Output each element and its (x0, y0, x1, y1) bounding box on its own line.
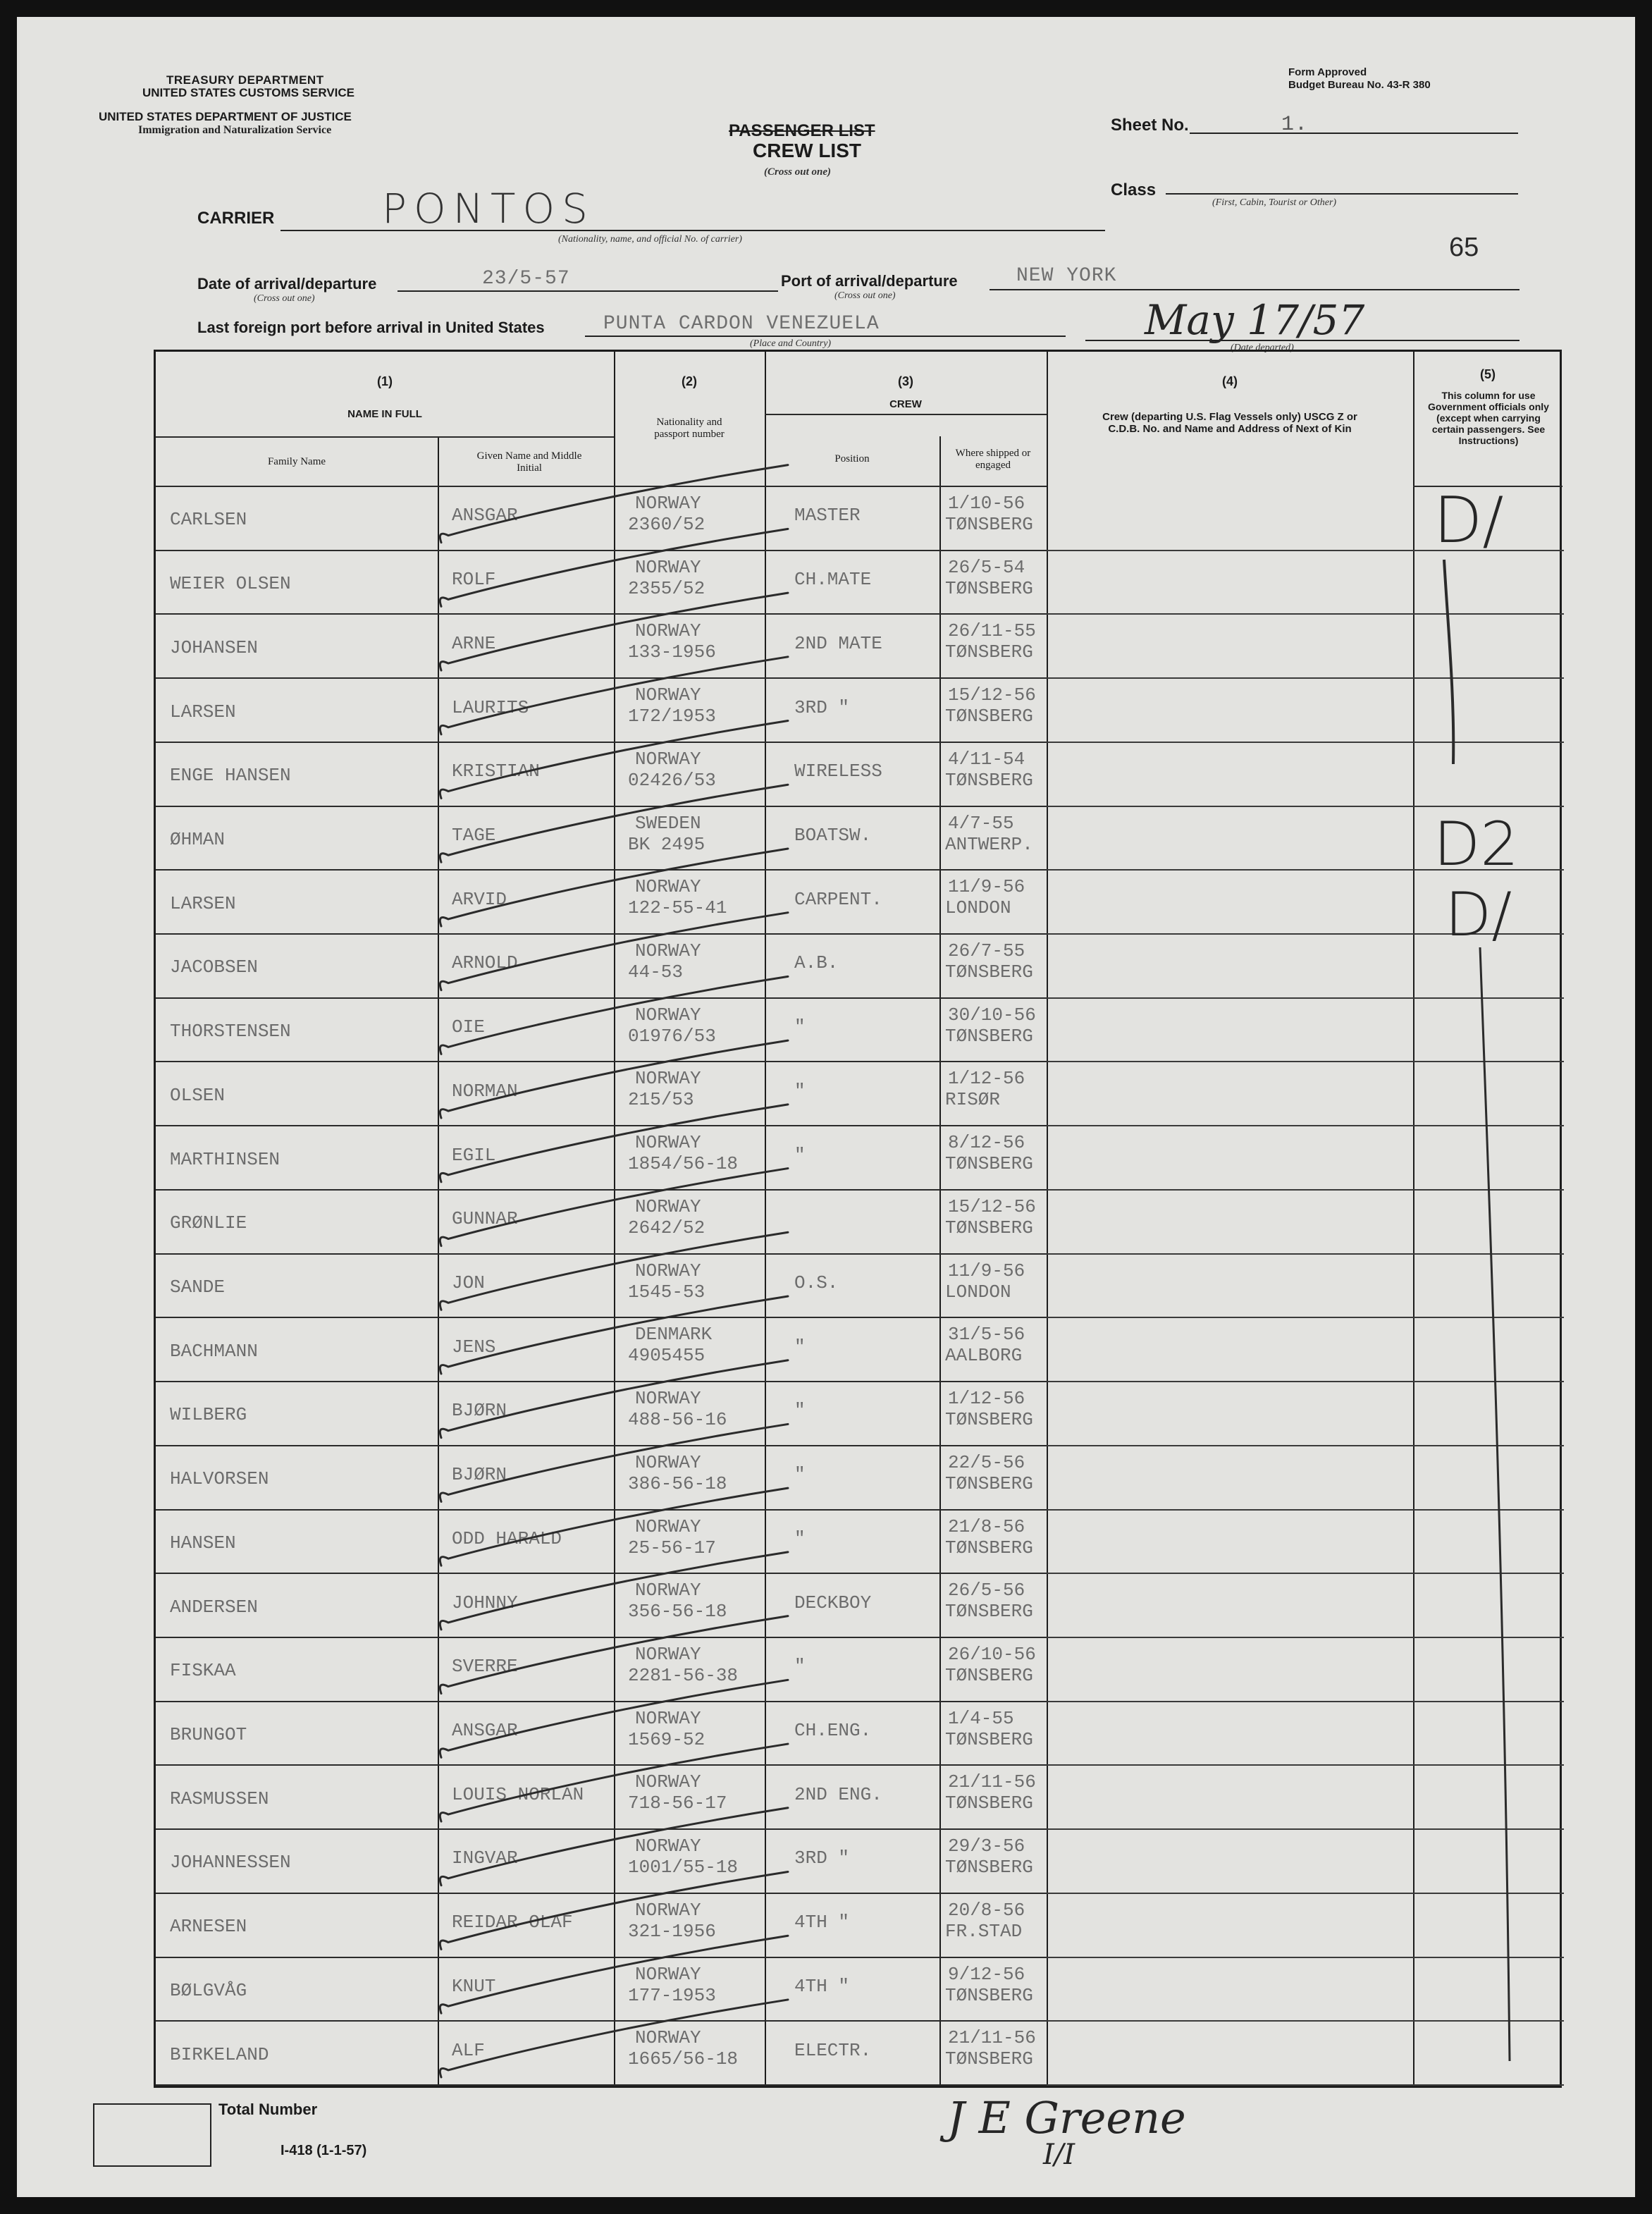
checkmark-stroke (440, 913, 788, 990)
passport-cell: 488-56-16 (628, 1409, 727, 1431)
checkmark-stroke (440, 593, 788, 670)
checkmark-stroke (440, 1616, 788, 1694)
port-value: NEW YORK (1016, 265, 1117, 287)
family-name-cell: ANDERSEN (170, 1596, 258, 1618)
place-hint: (Place and Country) (750, 338, 832, 349)
sheet-value: 1. (1281, 113, 1309, 137)
sheet-label: Sheet No. (1111, 116, 1189, 135)
checkmark-stroke (440, 721, 788, 799)
col1-number: (1) (377, 374, 393, 388)
given-name-cell: JON (452, 1272, 485, 1293)
position-cell: MASTER (794, 505, 861, 527)
passport-cell: 2642/52 (628, 1217, 705, 1238)
shipped-date-cell: 9/12-56 (948, 1963, 1025, 1985)
shipped-place-cell: TØNSBERG (945, 1728, 1033, 1750)
family-name-cell: WEIER OLSEN (170, 573, 291, 595)
family-name-cell: JOHANNESSEN (170, 1852, 291, 1874)
checkmark-stroke (440, 1552, 788, 1630)
nationality-cell: NORWAY (635, 940, 701, 962)
passport-cell: 321-1956 (628, 1920, 716, 1942)
given-name-cell: ARVID (452, 888, 507, 910)
date-departed-hint: (Date departed) (1231, 343, 1294, 353)
nationality-cell: SWEDEN (635, 812, 701, 834)
given-name-cell: OIE (452, 1016, 485, 1038)
position-cell: CARPENT. (794, 888, 882, 910)
family-name-cell: LARSEN (170, 892, 236, 914)
given-name-cell: KNUT (452, 1975, 496, 1997)
passport-cell: 1545-53 (628, 1281, 705, 1303)
checkmark-stroke (440, 1169, 788, 1246)
passport-cell: 356-56-18 (628, 1601, 727, 1623)
passport-cell: BK 2495 (628, 833, 705, 855)
shipped-place-cell: TØNSBERG (945, 1984, 1033, 2006)
shipped-place-cell: ANTWERP. (945, 833, 1033, 855)
family-name-cell: RASMUSSEN (170, 1788, 269, 1809)
given-name-cell: ARNE (452, 632, 496, 654)
nationality-cell: NORWAY (635, 1451, 701, 1473)
nationality-cell: NORWAY (635, 556, 701, 578)
shipped-date-cell: 26/11-55 (948, 620, 1036, 642)
date-label: Date of arrival/departure (197, 275, 377, 293)
shipped-date-cell: 21/11-56 (948, 1771, 1036, 1793)
col3-number: (3) (898, 374, 913, 388)
checkmark-stroke (440, 2000, 788, 2077)
passport-cell: 4905455 (628, 1345, 705, 1367)
total-number-label: Total Number (218, 2101, 318, 2118)
given-name-cell: JENS (452, 1336, 496, 1358)
checkmark-stroke (440, 1871, 788, 1949)
col2-title: Nationality and passport number (654, 417, 725, 440)
nationality-cell: NORWAY (635, 684, 701, 706)
shipped-place-cell: TØNSBERG (945, 1217, 1033, 1238)
family-name-cell: WILBERG (170, 1404, 247, 1426)
shipped-date-cell: 21/11-56 (948, 2027, 1036, 2049)
nationality-cell: NORWAY (635, 493, 701, 514)
nationality-cell: NORWAY (635, 1899, 701, 1921)
given-name-cell: SVERRE (452, 1656, 518, 1678)
family-name-cell: GRØNLIE (170, 1212, 247, 1234)
checkmark-stroke (440, 1744, 788, 1821)
family-name-cell: ARNESEN (170, 1916, 247, 1938)
page-number: 65 (1449, 233, 1479, 262)
signature-initials: I/I (1043, 2139, 1075, 2171)
shipped-date-cell: 4/11-54 (948, 748, 1025, 770)
nationality-cell: NORWAY (635, 1132, 701, 1154)
position-cell: " (794, 1144, 806, 1166)
document-page (17, 17, 1635, 2197)
family-name-cell: BRUNGOT (170, 1724, 247, 1746)
shipped-date-cell: 1/12-56 (948, 1068, 1025, 1090)
shipped-place-cell: LONDON (945, 1281, 1011, 1303)
position-header: Position (834, 453, 870, 465)
nationality-cell: NORWAY (635, 1195, 701, 1217)
family-name-cell: HANSEN (170, 1532, 236, 1554)
shipped-place-cell: TØNSBERG (945, 577, 1033, 599)
family-name-cell: SANDE (170, 1276, 226, 1298)
given-name-cell: INGVAR (452, 1847, 518, 1869)
passport-cell: 2360/52 (628, 514, 705, 535)
annotation-d2: D2 (1434, 809, 1519, 880)
given-name-cell: BJØRN (452, 1464, 507, 1486)
position-cell: 3RD " (794, 696, 850, 718)
budget-bureau: Budget Bureau No. 43-R 380 (1288, 79, 1431, 91)
shipped-place-cell: TØNSBERG (945, 1537, 1033, 1558)
passport-cell: 1569-52 (628, 1728, 705, 1750)
family-name-cell: CARLSEN (170, 509, 247, 531)
shipped-date-cell: 11/9-56 (948, 1260, 1025, 1281)
passport-cell: 122-55-41 (628, 897, 727, 919)
family-name-cell: JOHANSEN (170, 636, 258, 658)
given-name-cell: GUNNAR (452, 1208, 518, 1230)
passport-cell: 2355/52 (628, 577, 705, 599)
shipped-place-cell: TØNSBERG (945, 1472, 1033, 1494)
shipped-date-cell: 15/12-56 (948, 684, 1036, 706)
checkmark-stroke (440, 1488, 788, 1566)
shipped-date-cell: 30/10-56 (948, 1004, 1036, 1026)
shipped-place-cell: TØNSBERG (945, 641, 1033, 663)
customs-service: UNITED STATES CUSTOMS SERVICE (142, 86, 355, 99)
checkmark-stroke (440, 1232, 788, 1310)
family-name-cell: ØHMAN (170, 828, 226, 850)
given-name-cell: ROLF (452, 569, 496, 591)
family-name-cell: HALVORSEN (170, 1468, 269, 1490)
shipped-place-cell: TØNSBERG (945, 1409, 1033, 1431)
col5-title: This column for use Government officials only (except when carrying certain passengers. See Instructions) (1428, 390, 1549, 446)
col3-title: CREW (889, 398, 922, 410)
position-cell: " (794, 1464, 806, 1486)
shipped-place-cell: TØNSBERG (945, 2048, 1033, 2070)
last-port-label: Last foreign port before arrival in United States (197, 319, 545, 336)
shipped-date-cell: 8/12-56 (948, 1132, 1025, 1154)
annotation-d1-bottom: D/ (1445, 880, 1512, 950)
checkmark-stroke (440, 1808, 788, 1886)
nationality-cell: NORWAY (635, 1643, 701, 1665)
passport-cell: 1854/56-18 (628, 1153, 739, 1175)
family-name-cell: FISKAA (170, 1660, 236, 1682)
passport-cell: 172/1953 (628, 706, 716, 727)
checkmark-stroke (440, 976, 788, 1054)
col4-number: (4) (1222, 374, 1238, 388)
position-cell: 2ND MATE (794, 632, 882, 654)
family-name-cell: BØLGVÅG (170, 1979, 247, 2001)
checkmark-stroke (440, 657, 788, 734)
given-name-cell: NORMAN (452, 1080, 518, 1102)
position-cell: 4TH " (794, 1975, 850, 1997)
passport-cell: 133-1956 (628, 641, 716, 663)
nationality-cell: NORWAY (635, 1004, 701, 1026)
passport-cell: 1001/55-18 (628, 1857, 739, 1878)
nationality-cell: NORWAY (635, 876, 701, 898)
position-cell: A.B. (794, 952, 839, 974)
given-name-cell: LOUIS NORLAN (452, 1783, 584, 1805)
form-approved: Form Approved (1288, 66, 1367, 78)
position-cell: " (794, 1527, 806, 1549)
family-name-cell: ENGE HANSEN (170, 765, 291, 787)
nationality-cell: NORWAY (635, 1515, 701, 1537)
shipped-date-cell: 4/7-55 (948, 812, 1014, 834)
shipped-date-cell: 15/12-56 (948, 1195, 1036, 1217)
nationality-cell: NORWAY (635, 1068, 701, 1090)
position-cell: DECKBOY (794, 1592, 872, 1613)
position-cell: ELECTR. (794, 2039, 872, 2061)
shipped-place-cell: RISØR (945, 1089, 1001, 1111)
signature: J E Greene (947, 2092, 1186, 2144)
shipped-place-cell: TØNSBERG (945, 1153, 1033, 1175)
position-cell: BOATSW. (794, 824, 872, 846)
shipped-place-cell: TØNSBERG (945, 1664, 1033, 1686)
family-name-cell: OLSEN (170, 1084, 226, 1106)
position-cell: 2ND ENG. (794, 1783, 882, 1805)
class-label: Class (1111, 180, 1157, 199)
port-label: Port of arrival/departure (781, 272, 958, 290)
shipped-place-cell: TØNSBERG (945, 1601, 1033, 1623)
shipped-date-cell: 26/7-55 (948, 940, 1025, 962)
date-hint: (Cross out one) (254, 293, 315, 304)
checkmark-stroke (440, 1105, 788, 1182)
nationality-cell: NORWAY (635, 1260, 701, 1281)
shipped-place-cell: TØNSBERG (945, 514, 1033, 535)
col2-number: (2) (682, 374, 697, 388)
shipped-place-cell: TØNSBERG (945, 769, 1033, 791)
nationality-cell: NORWAY (635, 1963, 701, 1985)
carrier-label: CARRIER (197, 209, 275, 228)
nationality-cell: NORWAY (635, 1580, 701, 1601)
handwriting-strokes (17, 17, 1635, 2197)
shipped-place-cell: LONDON (945, 897, 1011, 919)
checkmark-stroke (440, 1296, 788, 1374)
given-name-cell: BJØRN (452, 1400, 507, 1422)
passport-cell: 1665/56-18 (628, 2048, 739, 2070)
passport-cell: 2281-56-38 (628, 1664, 739, 1686)
nationality-cell: NORWAY (635, 1771, 701, 1793)
family-name-cell: MARTHINSEN (170, 1148, 281, 1170)
date-departed-value: May 17/57 (1145, 296, 1365, 344)
position-cell: " (794, 1656, 806, 1678)
checkmark-stroke (440, 785, 788, 862)
shipped-place-cell: AALBORG (945, 1345, 1023, 1367)
annotation-d1-top: D/ (1434, 484, 1504, 558)
given-name-cell: ODD HARALD (452, 1527, 562, 1549)
position-cell: " (794, 1080, 806, 1102)
last-port-value: PUNTA CARDON VENEZUELA (603, 313, 880, 335)
nationality-cell: DENMARK (635, 1324, 713, 1346)
ins-label: Immigration and Naturalization Service (138, 124, 332, 136)
position-cell: 3RD " (794, 1847, 850, 1869)
family-name-cell: LARSEN (170, 701, 236, 722)
shipped-place-cell: TØNSBERG (945, 706, 1033, 727)
given-name-header: Given Name and Middle Initial (476, 450, 582, 474)
shipped-date-cell: 1/12-56 (948, 1388, 1025, 1410)
passport-cell: 718-56-17 (628, 1792, 727, 1814)
shipped-place-cell: TØNSBERG (945, 961, 1033, 983)
checkmark-stroke (440, 1360, 788, 1438)
position-cell: WIRELESS (794, 761, 882, 782)
passport-cell: 44-53 (628, 961, 684, 983)
position-cell: " (794, 1336, 806, 1358)
family-name-cell: JACOBSEN (170, 957, 258, 978)
shipped-place-cell: TØNSBERG (945, 1857, 1033, 1878)
passport-cell: 01976/53 (628, 1025, 716, 1047)
nationality-cell: NORWAY (635, 748, 701, 770)
shipped-date-cell: 21/8-56 (948, 1515, 1025, 1537)
position-cell: 4TH " (794, 1912, 850, 1933)
given-name-cell: JOHNNY (452, 1592, 518, 1613)
passport-cell: 177-1953 (628, 1984, 716, 2006)
passport-cell: 02426/53 (628, 769, 716, 791)
checkmark-stroke (440, 1936, 788, 2013)
checkmark-stroke (440, 529, 788, 606)
given-name-cell: LAURITS (452, 696, 529, 718)
shipped-date-cell: 26/5-54 (948, 556, 1025, 578)
shipped-date-cell: 22/5-56 (948, 1451, 1025, 1473)
position-cell: O.S. (794, 1272, 839, 1293)
treasury-dept: TREASURY DEPARTMENT (166, 73, 324, 87)
checkmark-stroke (440, 849, 788, 926)
passenger-list-title: PASSENGER LIST (729, 121, 875, 140)
given-name-cell: EGIL (452, 1144, 496, 1166)
position-cell: " (794, 1016, 806, 1038)
crew-list-title: CREW LIST (753, 140, 861, 161)
form-number: I-418 (1-1-57) (281, 2143, 367, 2158)
col4-title: Crew (departing U.S. Flag Vessels only) USCG Z or C.D.B. No. and Name and Address of Next of Kin (1102, 411, 1357, 435)
where-shipped-header: Where shipped or engaged (955, 448, 1031, 471)
port-hint: (Cross out one) (834, 290, 896, 301)
family-name-cell: BACHMANN (170, 1340, 258, 1362)
nationality-cell: NORWAY (635, 1388, 701, 1410)
checkmark-stroke (440, 465, 788, 543)
cross-out-hint: (Cross out one) (764, 166, 832, 178)
position-cell: CH.MATE (794, 569, 872, 591)
shipped-date-cell: 11/9-56 (948, 876, 1025, 898)
shipped-date-cell: 26/10-56 (948, 1643, 1036, 1665)
given-name-cell: ALF (452, 2039, 485, 2061)
nationality-cell: NORWAY (635, 620, 701, 642)
col5-number: (5) (1480, 367, 1496, 381)
given-name-cell: REIDAR OLAF (452, 1912, 573, 1933)
family-name-header: Family Name (267, 456, 326, 467)
shipped-date-cell: 26/5-56 (948, 1580, 1025, 1601)
nationality-cell: NORWAY (635, 1835, 701, 1857)
col1-title: NAME IN FULL (347, 408, 422, 420)
carrier-hint: (Nationality, name, and official No. of carrier) (558, 234, 742, 245)
position-cell: " (794, 1400, 806, 1422)
family-name-cell: BIRKELAND (170, 2043, 269, 2065)
checkmark-stroke (440, 1424, 788, 1501)
passport-cell: 386-56-18 (628, 1472, 727, 1494)
shipped-place-cell: TØNSBERG (945, 1025, 1033, 1047)
given-name-cell: ARNOLD (452, 952, 518, 974)
shipped-date-cell: 1/10-56 (948, 493, 1025, 514)
position-cell: CH.ENG. (794, 1720, 872, 1742)
given-name-cell: ANSGAR (452, 1720, 518, 1742)
checkmark-stroke (440, 1680, 788, 1757)
shipped-date-cell: 1/4-55 (948, 1707, 1014, 1729)
given-name-cell: TAGE (452, 824, 496, 846)
given-name-cell: ANSGAR (452, 505, 518, 527)
passport-cell: 215/53 (628, 1089, 694, 1111)
nationality-cell: NORWAY (635, 2027, 701, 2049)
checkmark-stroke (440, 1040, 788, 1118)
shipped-place-cell: TØNSBERG (945, 1792, 1033, 1814)
family-name-cell: THORSTENSEN (170, 1021, 291, 1043)
given-name-cell: KRISTIAN (452, 761, 540, 782)
shipped-date-cell: 31/5-56 (948, 1324, 1025, 1346)
passport-cell: 25-56-17 (628, 1537, 716, 1558)
class-hint: (First, Cabin, Tourist or Other) (1212, 197, 1337, 208)
carrier-value: PONTOS (382, 185, 595, 233)
shipped-date-cell: 20/8-56 (948, 1899, 1025, 1921)
shipped-place-cell: FR.STAD (945, 1920, 1023, 1942)
date-value: 23/5-57 (482, 268, 570, 290)
shipped-date-cell: 29/3-56 (948, 1835, 1025, 1857)
nationality-cell: NORWAY (635, 1707, 701, 1729)
justice-dept: UNITED STATES DEPARTMENT OF JUSTICE (99, 110, 352, 123)
